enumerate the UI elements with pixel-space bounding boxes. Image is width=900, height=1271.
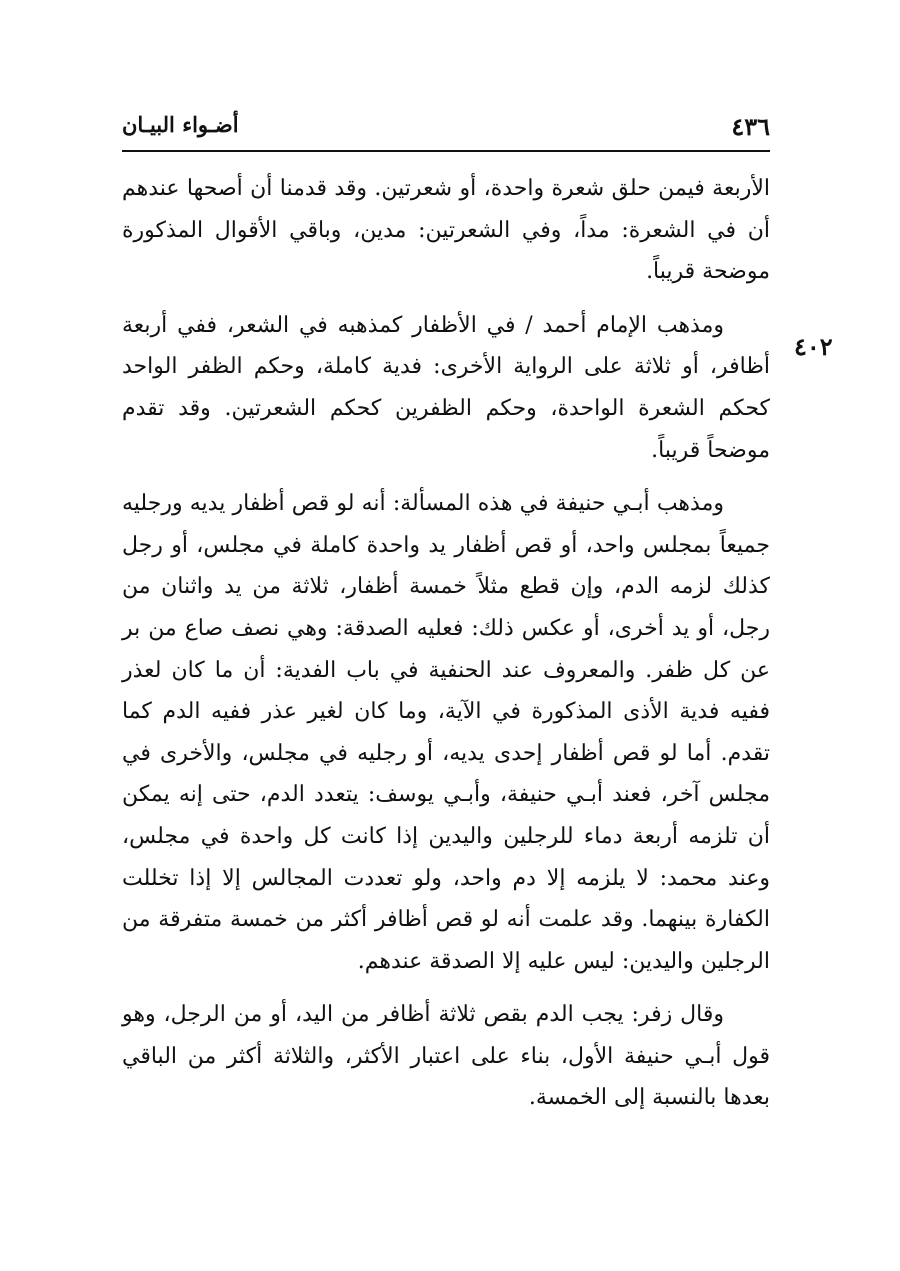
paragraph-3: ومذهب أبـي حنيفة في هذه المسألة: أنه لو قص أظفار يديه ورجليه جميعاً بمجلس واحد، أو قص أظفار يد واحدة كاملة في مجلس، أو رجل كذلك لزمه الدم، وإن قطع مثلاً خمسة أظفار، ثلاثة من يد واثنان من رجل، أو يد أخرى، أو عكس ذلك: فعليه الصدقة: وهي نصف صاع من بر عن كل ظفر. والمعروف عند الحنفية في باب الفدية: أن ما كان لعذر ففيه فدية الأذى المذكورة في الآية، وما كان لغير عذر ففيه الدم كما تقدم. أما لو قص أظفار إحدى يديه، أو رجليه في مجلس، والأخرى في مجلس آخر، فعند أبـي حنيفة، وأبـي يوسف: يتعدد الدم، حتى إنه يمكن أن تلزمه أربعة دماء للرجلين واليدين إذا كانت كل واحدة في مجلس، وعند محمد: لا يلزمه إلا دم واحد، ولو تعددت المجالس إلا إذا تخللت الكفارة بينهما. وقد علمت أنه لو قص أظافر أكثر من خمسة متفرقة من الرجلين واليدين: ليس عليه إلا الصدقة عندهم.: [122, 491, 770, 974]
running-header: [122, 108, 770, 148]
header-rule: [122, 150, 770, 152]
margin-page-marker: ٤٠٢: [794, 332, 833, 361]
page-number: ٤٣٦: [731, 112, 770, 141]
book-title: أضـواء البيـان: [122, 112, 239, 137]
body-text: [122, 168, 770, 1131]
paragraph-4: وقال زفر: يجب الدم بقص ثلاثة أظافر من اليد، أو من الرجل، وهو قول أبـي حنيفة الأول، بناء على اعتبار الأكثر، والثلاثة أكثر من الباقي بعدها بالنسبة إلى الخمسة.: [122, 1002, 770, 1111]
paragraph-1: الأربعة فيمن حلق شعرة واحدة، أو شعرتين. وقد قدمنا أن أصحها عندهم أن في الشعرة: مداً، وفي الشعرتين: مدين، وباقي الأقوال المذكورة موضحة قريباً.: [122, 176, 770, 285]
paragraph-2: ومذهب الإمام أحمد / في الأظفار كمذهبه في الشعر، ففي أربعة أظافر، أو ثلاثة على الرواية الأخرى: فدية كاملة، وحكم الظفر الواحد كحكم الشعرة الواحدة، وحكم الظفرين كحكم الشعرتين. وقد تقدم موضحاً قريباً.: [122, 312, 770, 463]
